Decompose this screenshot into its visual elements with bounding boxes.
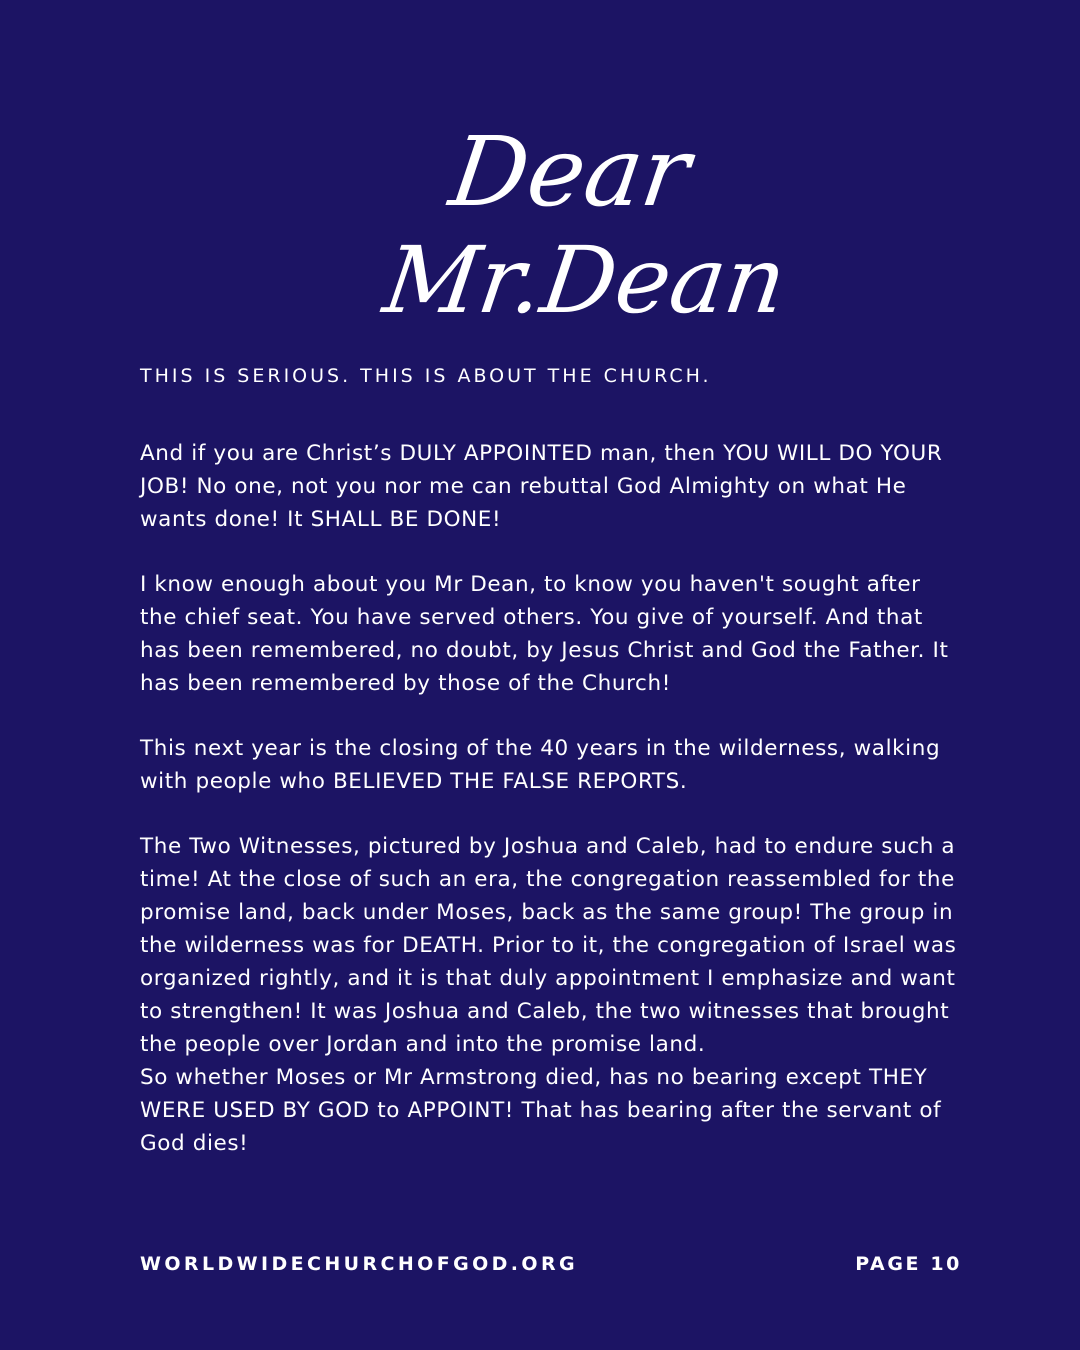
footer-website: WORLDWIDECHURCHOFGOD.ORG [140,1253,578,1275]
paragraph-mr-dean-service: I know enough about you Mr Dean, to know you haven't sought after the chief seat. You have served others. You give of yourself. And that has been remembered, no doubt, by Jesus Christ and God the Father. It has been remembered by those of the Church! [140,572,949,696]
letter-body [140,437,965,1192]
paragraph-forty-years: This next year is the closing of the 40 years in the wilderness, walking with people who BELIEVED THE FALSE REPORTS. [140,736,941,794]
paragraph-two-witnesses: The Two Witnesses, pictured by Joshua and Caleb, had to endure such a time! At the close of such an era, the congregation reassembled for the promise land, back under Moses, back as the same group! The group in the wilderness was for DEATH. Prior to it, the congregation of Israel was organized rightly, and it is that duly appointment I emphasize and want to strengthen! It was Joshua and Caleb, the two witnesses that brought the people over Jordan and into the promise land. [140,834,957,1057]
paragraph-appointment: So whether Moses or Mr Armstrong died, has no bearing except THEY WERE USED BY GOD to APPOINT! That has bearing after the servant of God dies! [140,1065,942,1156]
title-mr-dean: Mr.Dean [377,227,793,334]
paragraph-duly-appointed: And if you are Christ’s DULY APPOINTED man, then YOU WILL DO YOUR JOB! No one, not you nor me can rebuttal God Almighty on what He wants done! It SHALL BE DONE! [140,441,943,532]
title-dear: Dear [443,116,697,228]
kicker-heading: THIS IS SERIOUS. THIS IS ABOUT THE CHURCH. [140,365,712,387]
footer-page-number: PAGE 10 [855,1253,962,1275]
